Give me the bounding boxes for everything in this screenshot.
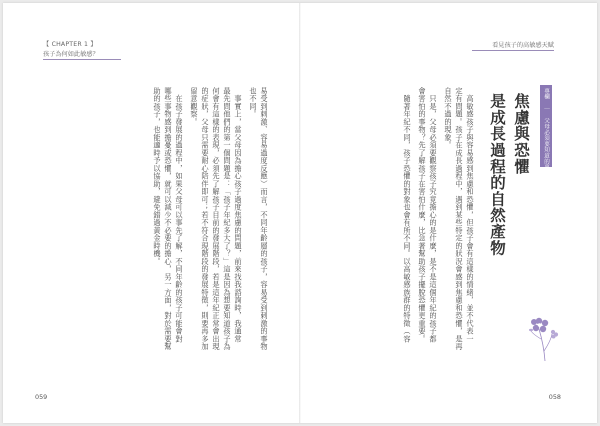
chapter-label (43, 39, 97, 48)
body-line: 助的孩子，也能適時予以協助，避免錯過黃金時機。 (153, 87, 162, 266)
header-rule-right (472, 50, 554, 51)
body-line: 會害怕的事物？先了解孩子在害怕什麼，比急著幫助孩子擺脫恐懼更重要。 (418, 87, 427, 343)
section-tag-text: 專欄 ｜ 父母必須要知道的事 (543, 88, 549, 170)
body-line: 在孩子發展的過程中，如果父母可以事先了解，不同年齡的孩子可能會對 (175, 87, 184, 343)
chapter-bracket-open: 【 (43, 41, 52, 48)
body-line: 事實上，當父母因為擔心孩子過度焦慮的問題，前來找我諮詢時，我通常 (234, 87, 243, 343)
page-gutter (299, 3, 301, 423)
body-line: 隨著年紀不同，孩子恐懼的對象也會有所不同。以高敏感族群的特徵（容 (403, 87, 412, 343)
header-rule-left (43, 59, 121, 60)
body-line: 也不同。 (249, 87, 258, 118)
chapter-bracket-close: 】 (88, 41, 97, 48)
book-spread (3, 3, 597, 423)
body-line: 哪些事物感到擔憂或恐懼，就可以減少不必要的擔心，另一方面，對於需要幫 (164, 87, 173, 351)
chapter-subtitle: 孩子為何如此敏感？ (43, 51, 99, 58)
body-line: 留意觀察。 (190, 87, 199, 126)
page-number-left: 059 (35, 393, 48, 401)
flower-decoration-icon (525, 303, 563, 363)
body-line: 的症狀，父母只需要耐心陪伴即可；若不符合現階段的發展特徵，則要再多加 (201, 87, 210, 351)
body-line: 易受到刺激、容易過度反應）而言，不同年齡層的孩子，容易受到刺激的事物 (260, 87, 269, 351)
body-line: 只是，父母必須要觀察孩子究竟擔心的是什麼，是不是這個年紀的孩子都 (429, 87, 438, 343)
body-line: 定有問題。孩子在成長過程中，遇到某些特定的狀況會感到焦慮和恐懼，是再 (455, 87, 464, 351)
body-line: 何會有這樣的表現，必須先了解孩子目前的發展階段，若是這年紀正常會出現 (212, 87, 221, 351)
body-line: 高敏感孩子與容易感到焦慮和恐懼，但孩子會有這樣的情緒，並不代表一 (466, 87, 475, 343)
chapter-text: CHAPTER 1 (51, 41, 89, 48)
running-title: 看見孩子的高敏感天賦 (492, 42, 554, 49)
page-number-right: 058 (548, 393, 561, 401)
body-line: 自然不過的現象。 (444, 87, 453, 149)
section-tag (540, 85, 552, 170)
heading-line-1: 焦慮與恐懼 (512, 93, 530, 175)
body-line: 最先問他們的第一個問題是：「孩子年紀多大了？」這是因為想要知道孩子為 (223, 87, 232, 351)
heading-line-2: 是成長過程的自然產物 (488, 93, 506, 256)
